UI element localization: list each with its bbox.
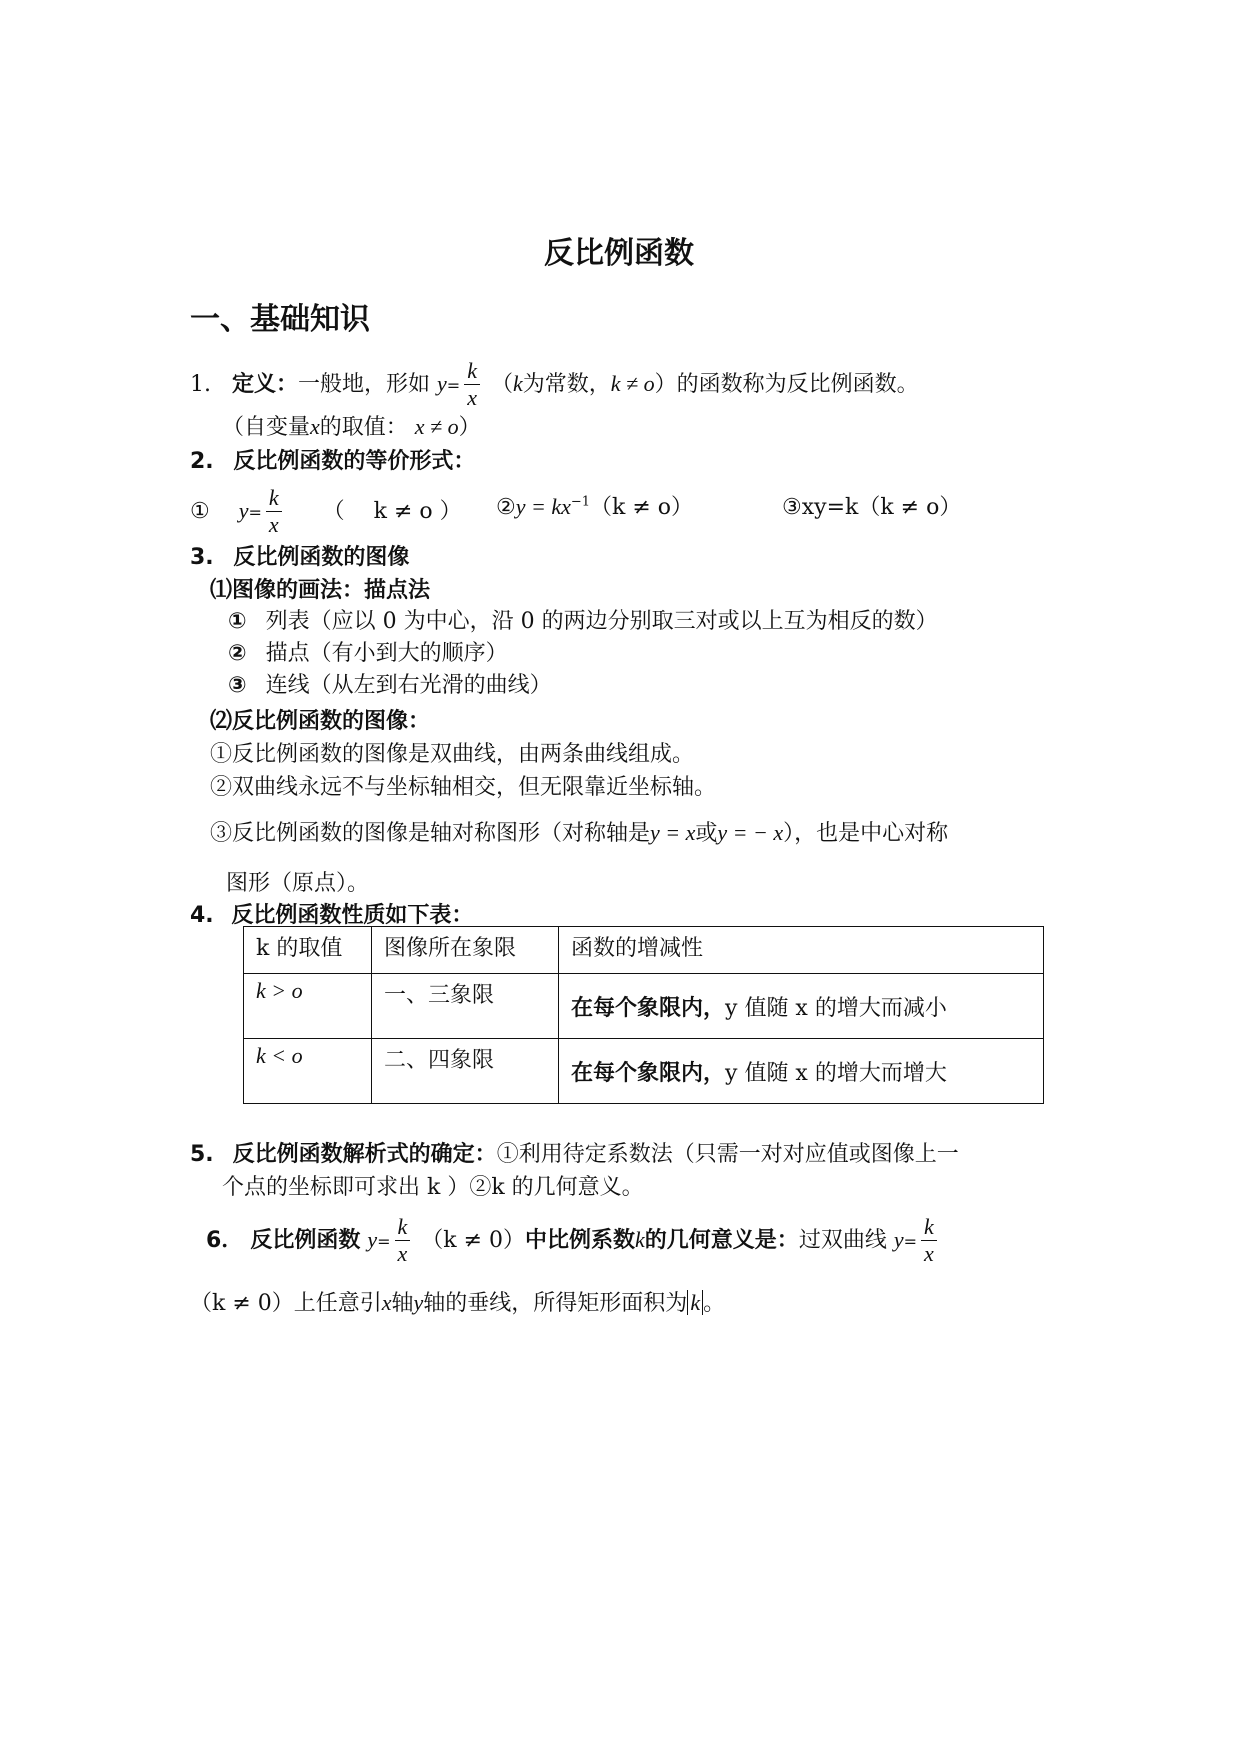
item6-frac2-den: x (924, 1241, 934, 1267)
item1-fraction (464, 358, 480, 412)
row2-k: k < o (244, 1039, 372, 1104)
step2-text: 描点（有小到大的顺序） (265, 641, 508, 666)
form2-condition: （k ≠ o） (590, 495, 694, 520)
row1-monotonicity (559, 974, 1044, 1039)
item3-step1 (228, 604, 938, 635)
item6-line2-d: 。 (703, 1291, 726, 1316)
item5-line2: 个点的坐标即可求出 k ）②k 的几何意义。 (222, 1175, 644, 1200)
item6-frac-den: x (397, 1241, 408, 1267)
item6-line1 (206, 1214, 941, 1268)
item4-number: 4. (190, 903, 214, 928)
item5-label: 反比例函数解析式的确定： (232, 1142, 497, 1167)
row2-rest: y 值随 x 的增大而增大 (725, 1060, 947, 1086)
item1-definition (190, 358, 919, 412)
form3-condition: （k ≠ o） (858, 495, 962, 520)
item2-form2 (496, 490, 693, 521)
item6-line2-x: x (381, 1290, 392, 1315)
item1-number: 1. (190, 371, 211, 397)
table-row (244, 1039, 1044, 1104)
item1-text-d: ）的函数称为反比例函数。 (654, 371, 919, 397)
item1-frac-num: k (464, 358, 480, 385)
step1-index: ① (228, 609, 247, 634)
item6-line2-c: 轴的垂线，所得矩形面积为 (423, 1291, 688, 1316)
item3-sub1: ⑴图像的画法：描点法 (210, 578, 431, 603)
item2-form3 (782, 490, 961, 521)
item6-eq2: = (903, 1231, 917, 1251)
item1-line2-c: x ≠ o (414, 414, 459, 439)
form1-fraction (266, 485, 282, 539)
table-row (244, 974, 1044, 1039)
item1-line2 (222, 410, 481, 441)
item4-label: 反比例函数性质如下表： (231, 903, 474, 928)
header-k-value: k 的取值 (244, 927, 372, 974)
item6-y: y (367, 1226, 378, 1252)
row2-bold: 在每个象限内， (571, 1060, 726, 1086)
prop3-c: ），也是中心对称 (783, 821, 949, 846)
item3-prop1: ①反比例函数的图像是双曲线，由两条曲线组成。 (210, 742, 695, 767)
item1-text-a: 一般地，形如 (298, 371, 431, 397)
step1-text: 列表（应以 0 为中心，沿 0 的两边分别取三对或以上互为相反的数） (265, 609, 938, 634)
item3-prop3-line2: 图形（原点）。 (226, 871, 370, 896)
item4-heading (190, 898, 473, 929)
page-title: 反比例函数 (544, 236, 694, 271)
item6-cond: （k ≠ 0） (421, 1227, 526, 1253)
item6-eq: = (377, 1231, 391, 1251)
step3-text: 连线（从左到右光滑的曲线） (265, 673, 552, 698)
item5-number: 5. (190, 1142, 214, 1167)
item2-forms (190, 485, 462, 539)
step2-index: ② (228, 641, 247, 666)
item3-label: 反比例函数的图像 (233, 545, 410, 570)
item3-sub2: ⑵反比例函数的图像： (210, 709, 431, 734)
prop3-expr1: y = x (650, 820, 696, 845)
item6-line2-b: 轴 (391, 1291, 414, 1316)
item1-k: k (512, 370, 523, 396)
item6-label-a: 反比例函数 (250, 1227, 361, 1253)
item6-fraction2 (921, 1214, 937, 1268)
item3-number: 3. (190, 545, 214, 570)
form2-index: ② (496, 495, 516, 520)
item1-line2-a: （自变量 (222, 415, 311, 440)
item2-heading (190, 444, 475, 475)
form1-y: y (238, 497, 249, 523)
item1-text-b: （ (490, 371, 513, 397)
header-quadrant: 图像所在象限 (372, 927, 559, 974)
form3-index: ③ (782, 495, 802, 520)
item6-abs-k: k (687, 1290, 703, 1315)
item3-prop2: ②双曲线永远不与坐标轴相交，但无限靠近坐标轴。 (210, 775, 717, 800)
form2-sup: −1 (570, 494, 591, 510)
prop3-a: ③反比例函数的图像是轴对称图形（对称轴是 (210, 821, 651, 846)
form1-condition: （ k ≠ o ） (322, 498, 462, 524)
item1-text-c: 为常数， (522, 371, 611, 397)
item3-step2 (228, 636, 508, 667)
item6-frac-num: k (395, 1214, 411, 1241)
properties-table (243, 926, 1044, 1104)
item5-text-a: ①利用待定系数法（只需一对对应值或图像上一 (496, 1142, 959, 1167)
item6-k: k (635, 1226, 645, 1252)
item1-line2-d: ） (458, 415, 481, 440)
item1-y: y (437, 370, 447, 396)
item1-frac-den: x (467, 385, 477, 411)
item1-line2-x: x (310, 414, 320, 439)
row1-quadrant: 一、三象限 (372, 974, 559, 1039)
prop3-b: 或 (695, 821, 718, 846)
section-heading-basics: 一、基础知识 (190, 302, 370, 337)
item5-line1 (190, 1137, 959, 1168)
item3-prop3 (210, 816, 948, 847)
form2-expr: y = kx (515, 494, 571, 519)
form1-frac-num: k (266, 485, 282, 512)
table-header-row (244, 927, 1044, 974)
item3-step3 (228, 668, 552, 699)
form3-expr: xy=k (801, 495, 859, 520)
item2-number: 2. (190, 449, 214, 474)
item6-number: 6． (206, 1227, 244, 1253)
row2-monotonicity (559, 1039, 1044, 1104)
form1-index: ① (190, 498, 210, 524)
item6-frac2-num: k (921, 1214, 937, 1241)
item6-line2-a: （k ≠ 0）上任意引 (190, 1291, 382, 1316)
form1-eq: = (248, 502, 262, 522)
step3-index: ③ (228, 673, 247, 698)
item6-text-a: 过双曲线 (798, 1227, 887, 1253)
row1-bold: 在每个象限内， (571, 995, 726, 1021)
item6-label-c: 的几何意义是： (644, 1227, 799, 1253)
item6-fraction (395, 1214, 411, 1268)
item6-line2-y: y (413, 1290, 424, 1315)
item6-y2: y (893, 1226, 904, 1252)
form1-frac-den: x (268, 512, 279, 538)
item1-label: 定义： (232, 371, 299, 397)
header-monotonicity: 函数的增减性 (559, 927, 1044, 974)
prop3-expr2: y = − x (717, 820, 784, 845)
row1-rest: y 值随 x 的增大而减小 (725, 995, 947, 1021)
item3-heading (190, 540, 409, 571)
item2-label: 反比例函数的等价形式： (233, 449, 476, 474)
item6-line2 (190, 1286, 725, 1317)
item1-neq0: k ≠ o (610, 370, 655, 396)
item6-label-b: 中比例系数 (525, 1227, 636, 1253)
item1-line2-b: 的取值： (319, 415, 408, 440)
row1-k: k > o (244, 974, 372, 1039)
item1-eq: = (446, 375, 461, 395)
row2-quadrant: 二、四象限 (372, 1039, 559, 1104)
